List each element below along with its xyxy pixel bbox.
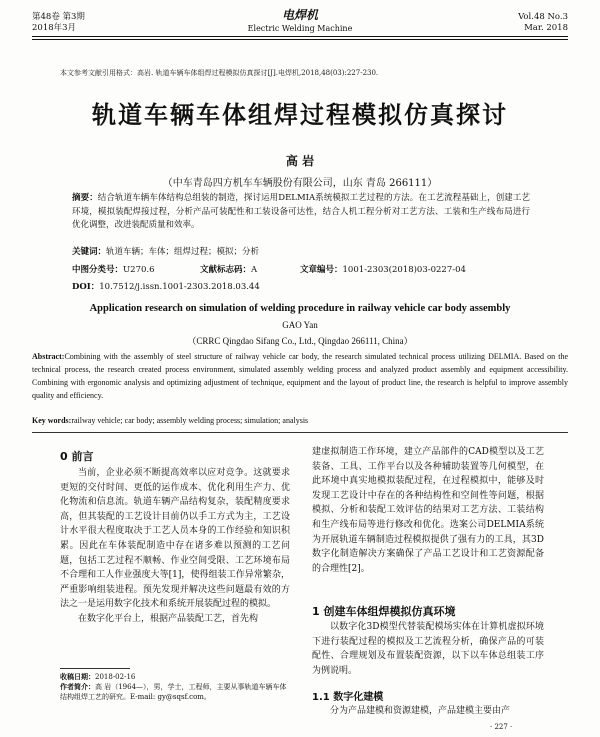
bio-text: 高 岩（1964—），男，学士，工程师，主要从事轨道车辆车体结构组焊工艺的研究。E-mail: gy@sqsf.com。 <box>60 683 287 701</box>
abstract-cn <box>72 192 530 233</box>
subsection-1-1-title: 1.1 数字化建模 <box>312 692 384 703</box>
doi-label: DOI： <box>72 282 100 292</box>
abstract-cn-label: 摘要： <box>72 193 98 203</box>
keywords-en <box>32 414 308 427</box>
paper-title-cn: 轨道车辆车体组焊过程模拟仿真探讨 <box>92 101 508 129</box>
article-no-value: 1001-2303(2018)03-0227-04 <box>342 265 466 275</box>
abstract-en-text: Combining with the assembly of steel structure of railway vehicle car body, the research simulated technical process utilizing DELMIA. Based on the technical process, the research created process environment, simulated assembly welding process and analyzed product assembly and equipment accessibility. Combining with ergonomic analysis and optimizing adjustment of technique, equipment and the layout of product line, the research is helpful to improve assembly quality and efficiency. <box>32 352 568 400</box>
keywords-cn <box>72 246 259 260</box>
received-date: 2018-02-16 <box>95 673 136 681</box>
keywords-en-label: Key words: <box>32 416 72 425</box>
left-column-body <box>60 466 290 652</box>
abstract-divider <box>32 432 568 433</box>
affiliation-en: （CRRC Qingdao Sifang Co., Ltd., Qingdao 266111, China） <box>187 336 413 346</box>
footnote-rule <box>60 668 130 669</box>
article-no-label: 文章编号： <box>300 265 343 275</box>
footnote <box>60 672 292 702</box>
keywords-cn-label: 关键词： <box>72 247 107 257</box>
header-rule-thin <box>32 39 568 40</box>
journal-name-en: Electric Welding Machine <box>247 24 353 33</box>
keywords-en-text: railway vehicle; car body; assembly welding process; simulation; analysis <box>71 416 309 425</box>
clc-value: U270.6 <box>123 265 155 275</box>
clc-label: 中图分类号： <box>72 265 124 275</box>
right-column-top <box>312 445 544 576</box>
author-en: GAO Yan <box>282 320 318 330</box>
page-number: · 227 · <box>490 723 513 731</box>
abstract-en <box>32 350 568 402</box>
document-code <box>200 264 257 278</box>
section-1-paragraph: 以数字化3D模型代替装配模场实体在计算机虚拟环境下进行装配过程的模拟及工艺流程分析，确保产品的可装配性、合理规划及布置装配资源，以下以车体总组装工序为例说明。 <box>312 622 544 676</box>
subsection-1-1-body <box>312 704 544 719</box>
abstract-cn-text: 结合轨道车辆车体结构总组装的制造，探讨运用DELMIA系统模拟工艺过程的方法。在工艺流程基础上，创建工艺环境，模拟装配焊接过程，分析产品可装配性和工装设备可达性，结合人机工程分析对工艺方法、工装和生产线布局进行优化调整，改进装配质量和效率。 <box>72 193 530 230</box>
section-1-title: 1 创建车体组焊模拟仿真环境 <box>312 605 456 618</box>
received-label: 收稿日期： <box>60 672 95 681</box>
journal-date-en: Mar. 2018 <box>524 23 568 33</box>
doc-code-value: A <box>251 265 258 275</box>
journal-name-cn: 电焊机 <box>281 8 318 22</box>
abstract-en-label: Abstract: <box>32 352 65 361</box>
journal-date-cn: 2018年3月 <box>32 23 77 33</box>
subsection-1-1-paragraph: 分为产品建模和资源建模，产品建模主要由产 <box>330 706 511 716</box>
intro-paragraph-continued: 建虚拟制造工作环境，建立产品部件的CAD模型以及工艺装备、工具、工作平台以及各种辅助装置等几何模型，在此环境中真实地模拟装配过程，在过程模拟中，能够及时发现工艺设计中存在的各种结构性和空间性等问题，根据模拟、分析和装配工效评估的结果对工艺方法、工装结构和生产线布局等进行修改和优化。选案公司DELMIA系统为开展轨道车辆制造过程模拟提供了强有力的工具，其3D数字化制造解决方案确保了产品工艺设计和工艺资源配备的合理性[2]。 <box>312 447 544 574</box>
footnote-received <box>60 672 292 682</box>
paper-title-en: Application research on simulation of welding procedure in railway vehicle car body assembly <box>89 303 511 314</box>
doi <box>72 281 260 295</box>
affiliation-cn: （中车青岛四方机车车辆股份有限公司，山东 青岛 266111） <box>162 178 438 189</box>
journal-volume-en: Vol.48 No.3 <box>518 12 568 22</box>
bio-label: 作者简介： <box>60 682 95 691</box>
intro-paragraph-1: 当前，企业必须不断提高效率以应对竞争。这就要求更短的交付时间、更低的运作成本、优化利用生产力、优化物流和信息流。轨道车辆产品结构复杂，装配精度要求高，但其装配的工艺设计目前仍以手工方式为主，工艺设计水平很大程度取决于工艺人员本身的工作经验和知识积累。因此在车体装配制造中存在诸多难以预测的工艺问题，包括工艺过程不顺畅、作业空间受限、工艺环境布局不合理和工人作业强度大等[1]，使得组装工作异常繁杂，严重影响组装进程。预先发现并解决这些问题最有效的方法之一是运用数字化技术和系统开展装配过程的模拟。 <box>60 468 290 610</box>
intro-paragraph-2: 在数字化平台上，根据产品装配工艺，首先构 <box>78 613 259 624</box>
header-rule <box>32 36 568 37</box>
clc-number <box>72 264 155 278</box>
footnote-bio <box>60 682 292 702</box>
citation-line: 本文参考文献引用格式：高岩. 轨道车辆车体组焊过程模拟仿真探讨[J].电焊机,2018,48(03):227-230. <box>60 69 379 77</box>
section-0-title: 0 前言 <box>60 450 94 463</box>
doi-value: 10.7512/j.issn.1001-2303.2018.03.44 <box>99 282 260 292</box>
article-number <box>300 264 466 278</box>
journal-volume-cn: 第48卷 第3期 <box>32 12 85 22</box>
doc-code-label: 文献标志码： <box>200 265 252 275</box>
author-cn: 高 岩 <box>285 154 315 168</box>
keywords-cn-text: 轨道车辆；车体；组焊过程；模拟；分析 <box>106 247 260 257</box>
section-1-body <box>312 620 544 678</box>
